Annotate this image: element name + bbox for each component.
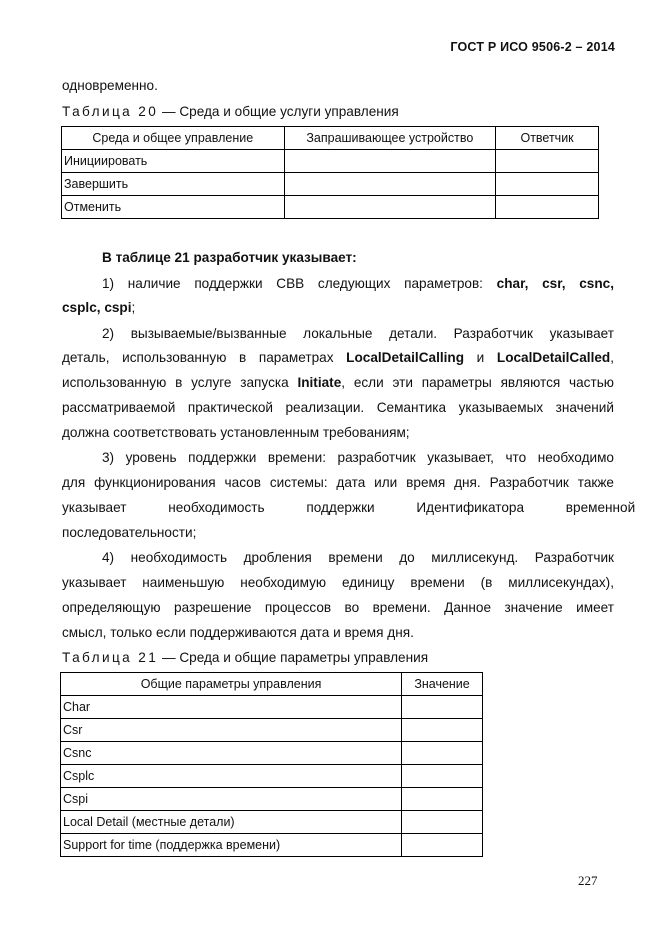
para2-bold-local-detail-calling: LocalDetailCalling xyxy=(346,350,465,365)
table21-header-row xyxy=(61,673,483,696)
table-cell xyxy=(496,150,599,173)
table21-header-cell: Значение xyxy=(402,673,483,696)
table-20 xyxy=(61,126,599,219)
para4-line2: указывает наименьшую необходимую единицу времени (в миллисекундах), xyxy=(62,575,614,590)
table-cell xyxy=(284,173,496,196)
table-cell xyxy=(402,742,483,765)
table20-caption-text: — Среда и общие услуги управления xyxy=(158,104,399,119)
para1-text-end: ; xyxy=(131,300,136,315)
para3-line2: для функционирования часов системы: дата или время дня. Разработчик также xyxy=(62,475,614,490)
table20-header-cell: Среда и общее управление xyxy=(62,127,285,150)
lead-text: В таблице 21 разработчик указывает: xyxy=(102,250,357,265)
table-cell xyxy=(402,696,483,719)
para4-line1: 4) необходимость дробления времени до миллисекунд. Разработчик xyxy=(102,550,614,565)
table-21 xyxy=(60,672,483,857)
table21-caption-label: Таблица 21 xyxy=(62,650,159,665)
para3-line1: 3) уровень поддержки времени: разработчик указывает, что необходимо xyxy=(102,450,614,465)
para2-line5: должна соответствовать установленным требованиям; xyxy=(62,425,410,440)
table20-header-cell: Запрашивающее устройство xyxy=(284,127,496,150)
para2-text: , если эти параметры являются частью xyxy=(341,375,614,390)
table-row xyxy=(62,196,599,219)
table20-caption-label: Таблица 20 xyxy=(62,104,159,119)
table-cell: Char xyxy=(61,696,402,719)
document-header: ГОСТ Р ИСО 9506-2 – 2014 xyxy=(450,40,615,54)
para4-line3: определяющую разрешение процессов во времени. Данное значение имеет xyxy=(62,600,614,615)
page-number: 227 xyxy=(578,873,598,888)
para4-line4: смысл, только если поддерживаются дата и время дня. xyxy=(62,625,414,640)
table-cell xyxy=(284,196,496,219)
table-cell: Csr xyxy=(61,719,402,742)
para1-bold-params-2: csplc, cspi xyxy=(62,300,132,315)
table20-caption xyxy=(62,104,614,119)
table-row xyxy=(61,811,483,834)
table-row xyxy=(61,742,483,765)
table-row xyxy=(62,150,599,173)
table-cell: Csplc xyxy=(61,765,402,788)
para2-line3 xyxy=(62,375,614,390)
table-cell xyxy=(402,834,483,857)
para2-text: и xyxy=(464,350,497,365)
table20-header-cell: Ответчик xyxy=(496,127,599,150)
table-row xyxy=(61,719,483,742)
para3-line3: указывает необходимость поддержки Идентификатора временной xyxy=(62,500,636,515)
table21-header-cell: Общие параметры управления xyxy=(61,673,402,696)
table-cell: Отменить xyxy=(62,196,285,219)
table-row xyxy=(61,696,483,719)
intro-text: одновременно. xyxy=(62,78,158,93)
table-cell: Cspi xyxy=(61,788,402,811)
para2-line2 xyxy=(62,350,614,365)
table-cell: Инициировать xyxy=(62,150,285,173)
para1-line1 xyxy=(102,276,614,291)
table-cell xyxy=(402,765,483,788)
table21-caption-text: — Среда и общие параметры управления xyxy=(158,650,429,665)
para2-bold-initiate: Initiate xyxy=(297,375,342,390)
para2-bold-local-detail-called: LocalDetailCalled xyxy=(496,350,611,365)
para2-line4: рассматриваемой практической реализации. Семантика указываемых значений xyxy=(62,400,614,415)
para3-line4: последовательности; xyxy=(62,525,197,540)
table-cell: Csnc xyxy=(61,742,402,765)
para2-text: использованную в услуге запуска xyxy=(62,375,298,390)
table-row xyxy=(61,788,483,811)
table-cell xyxy=(284,150,496,173)
para1-text: 1) наличие поддержки СВВ следующих параметров: xyxy=(102,276,497,291)
table-cell xyxy=(402,811,483,834)
table-cell xyxy=(496,173,599,196)
table-cell xyxy=(496,196,599,219)
table-cell: Local Detail (местные детали) xyxy=(61,811,402,834)
table-row xyxy=(61,834,483,857)
para1-line2 xyxy=(62,300,614,315)
table-row xyxy=(61,765,483,788)
table-cell: Завершить xyxy=(62,173,285,196)
para2-line1: 2) вызываемые/вызванные локальные детали. Разработчик указывает xyxy=(102,326,614,341)
table-cell xyxy=(402,788,483,811)
table21-caption xyxy=(62,650,614,665)
table-cell: Support for time (поддержка времени) xyxy=(61,834,402,857)
table20-header-row xyxy=(62,127,599,150)
table-cell xyxy=(402,719,483,742)
para2-text: , xyxy=(610,350,614,365)
para2-text: деталь, использованную в параметрах xyxy=(62,350,347,365)
para1-bold-params: char, csr, csnc, xyxy=(496,276,614,291)
table-row xyxy=(62,173,599,196)
